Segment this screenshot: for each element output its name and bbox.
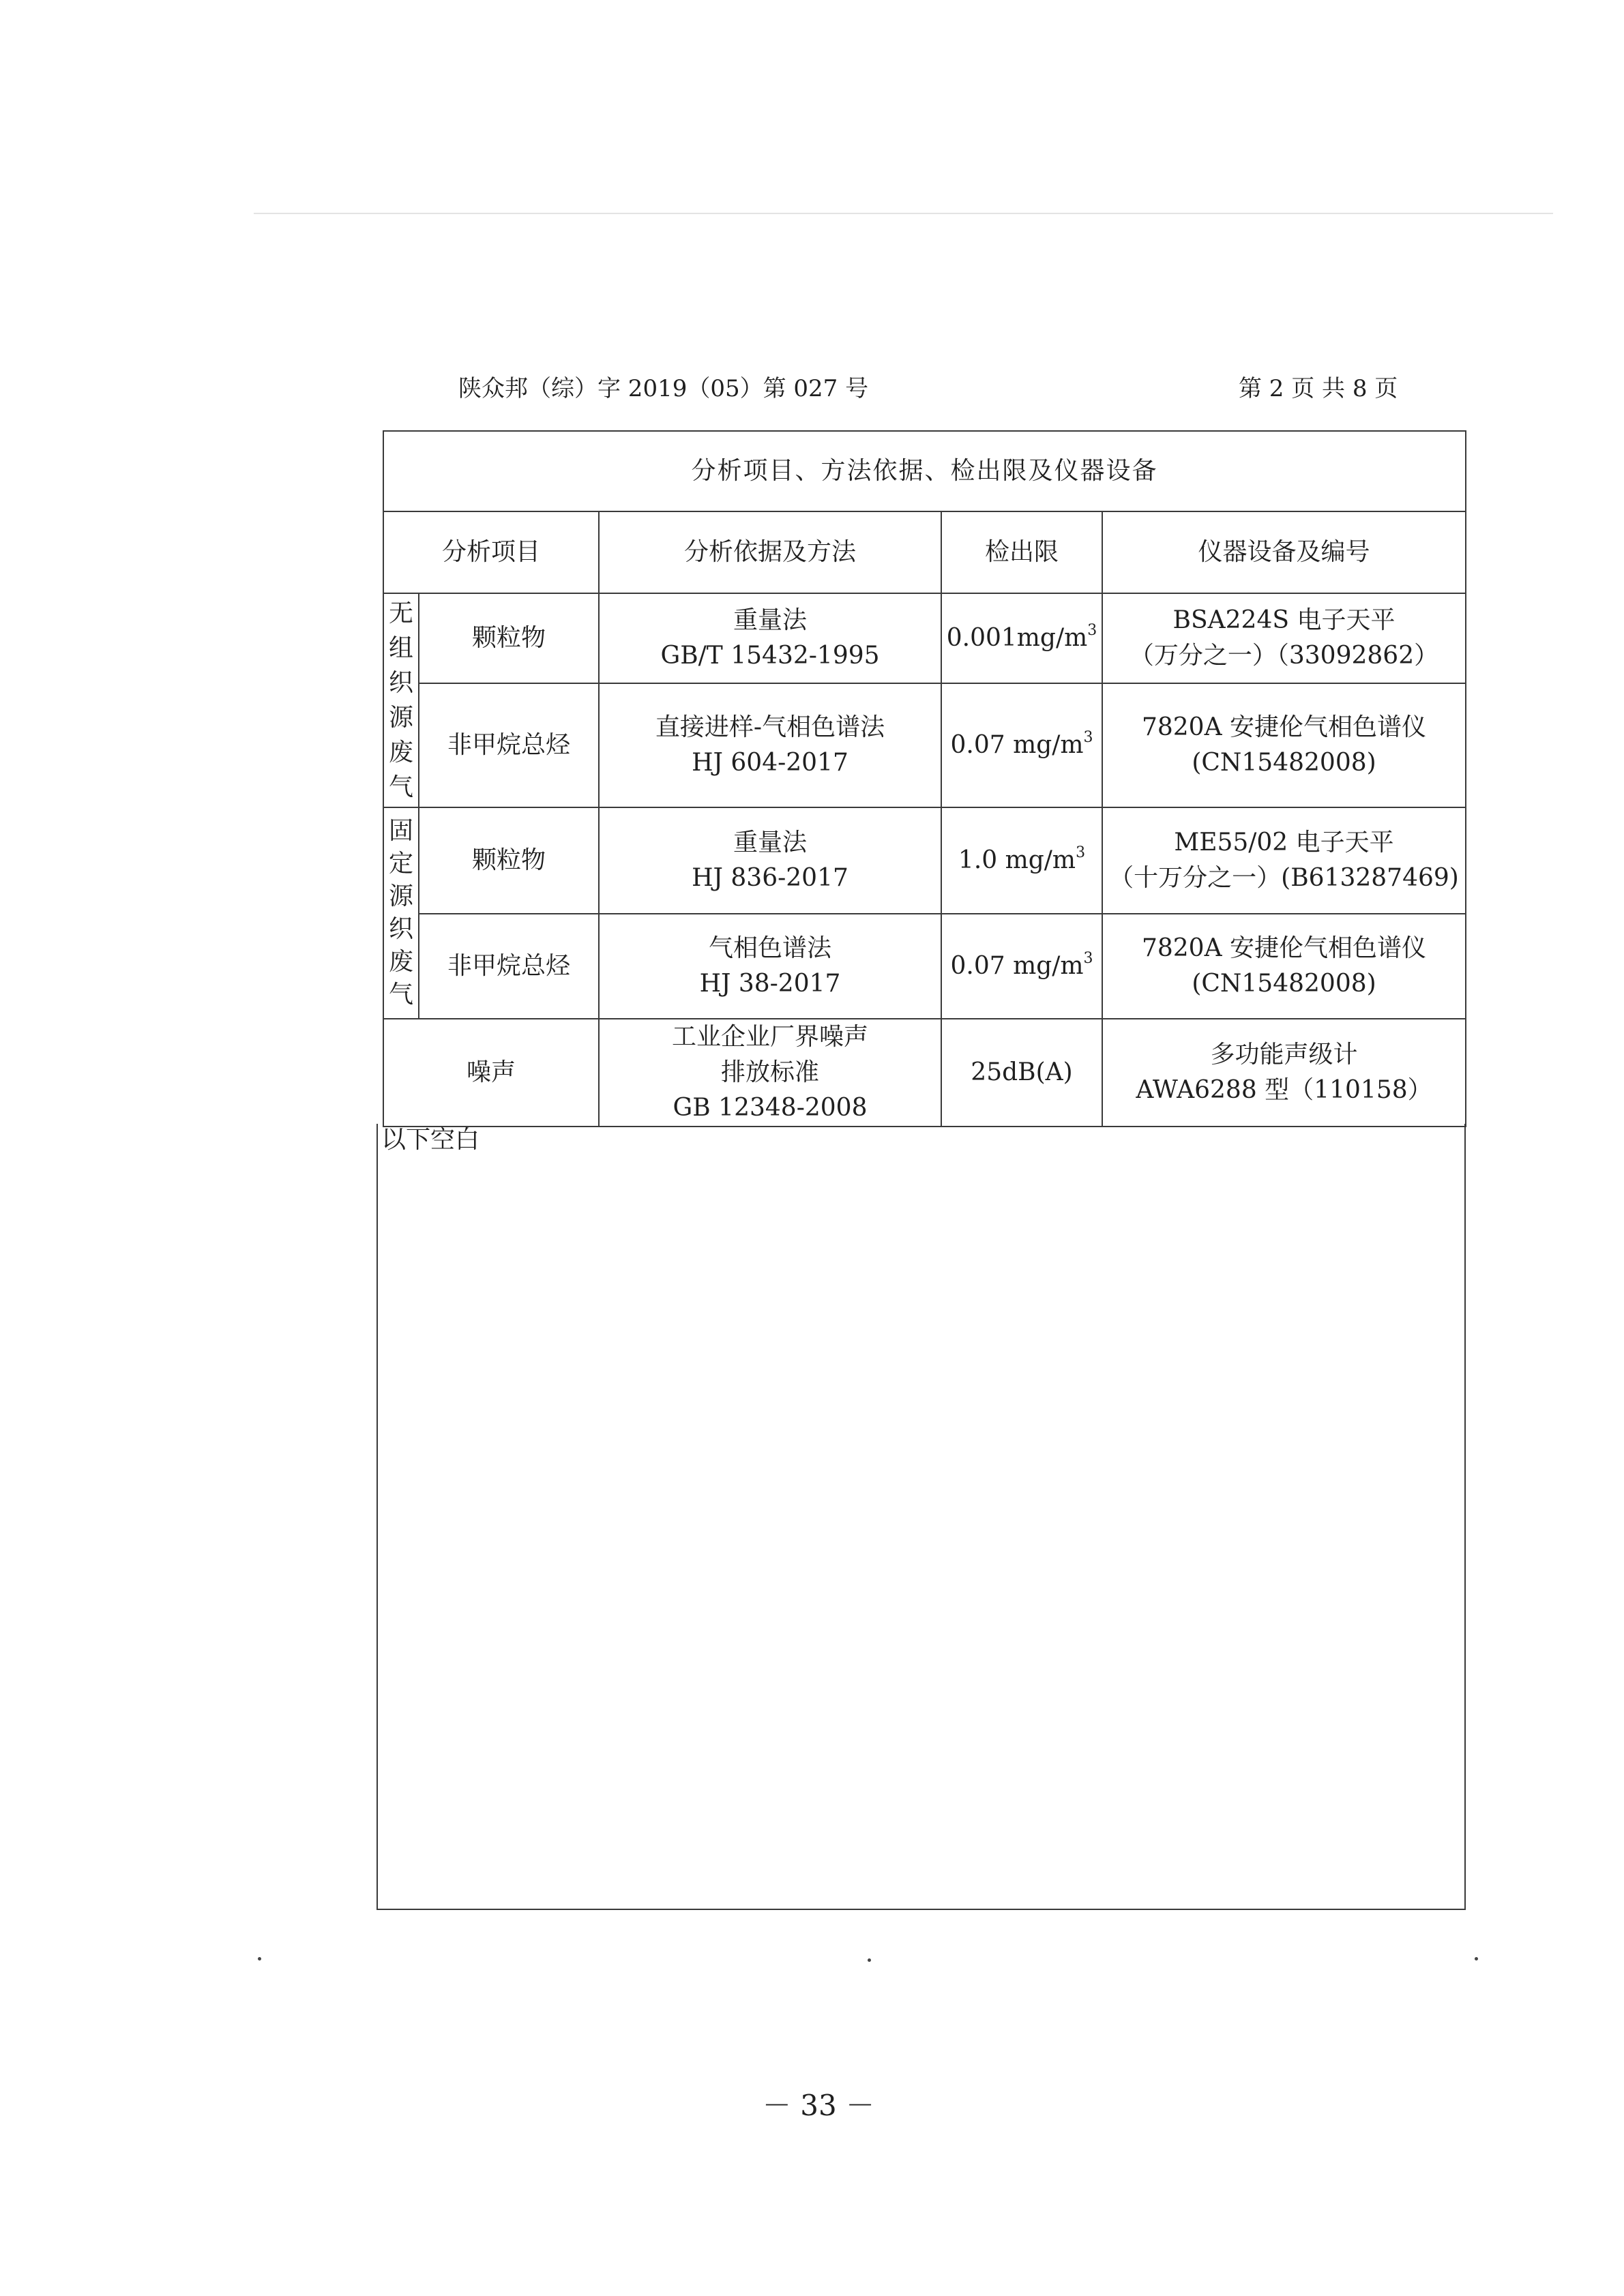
method-line: HJ 836-2017 bbox=[692, 864, 848, 892]
method-line: 气相色谱法 bbox=[708, 934, 831, 962]
column-header-item: 分析项目 bbox=[383, 511, 599, 593]
limit-value: 0.07 mg/m bbox=[950, 952, 1084, 980]
limit-superscript: 3 bbox=[1076, 844, 1086, 861]
table-header-row bbox=[383, 511, 1466, 593]
table-title: 分析项目、方法依据、检出限及仪器设备 bbox=[383, 431, 1466, 511]
equipment-line: ME55/02 电子天平 bbox=[1174, 829, 1394, 856]
item-cell: 非甲烷总烃 bbox=[419, 683, 599, 807]
scan-speck bbox=[1475, 1957, 1478, 1960]
page-number: － 33 － bbox=[762, 2089, 875, 2122]
item-cell: 噪声 bbox=[383, 1019, 599, 1127]
limit-value: 0.07 mg/m bbox=[950, 731, 1084, 759]
method-line: HJ 38-2017 bbox=[699, 970, 841, 998]
equipment-cell bbox=[1102, 1019, 1466, 1127]
method-cell bbox=[599, 807, 941, 914]
limit-cell bbox=[941, 683, 1102, 807]
equipment-line: 7820A 安捷伦气相色谱仪 bbox=[1141, 713, 1427, 741]
table-row bbox=[383, 1019, 1466, 1127]
blank-note: 以下空白 bbox=[381, 1126, 480, 1154]
limit-value: 1.0 mg/m bbox=[958, 846, 1076, 874]
document-number: 陕众邦（综）字 2019（05）第 027 号 bbox=[458, 375, 869, 402]
item-cell: 颗粒物 bbox=[419, 593, 599, 683]
column-header-limit: 检出限 bbox=[941, 511, 1102, 593]
page-indicator: 第 2 页 共 8 页 bbox=[1239, 375, 1398, 402]
table-row bbox=[383, 807, 1466, 914]
method-line: GB 12348-2008 bbox=[673, 1094, 868, 1122]
table-row bbox=[383, 914, 1466, 1019]
method-line: GB/T 15432-1995 bbox=[660, 642, 880, 670]
scan-speck bbox=[868, 1958, 871, 1962]
limit-cell bbox=[941, 593, 1102, 683]
equipment-line: BSA224S 电子天平 bbox=[1172, 606, 1396, 634]
equipment-cell bbox=[1102, 683, 1466, 807]
method-cell bbox=[599, 1019, 941, 1127]
item-cell: 颗粒物 bbox=[419, 807, 599, 914]
column-header-method: 分析依据及方法 bbox=[599, 511, 941, 593]
equipment-line: （十万分之一）(B613287469) bbox=[1109, 864, 1459, 892]
category-label: 固定源织废气 bbox=[388, 817, 413, 1009]
equipment-cell bbox=[1102, 593, 1466, 683]
table-row bbox=[383, 683, 1466, 807]
limit-cell bbox=[941, 914, 1102, 1019]
blank-area bbox=[377, 1124, 1466, 1910]
table-row bbox=[383, 593, 1466, 683]
method-line: 工业企业厂界噪声 bbox=[671, 1023, 868, 1051]
item-cell: 非甲烷总烃 bbox=[419, 914, 599, 1019]
equipment-line: (CN15482008) bbox=[1192, 749, 1376, 777]
method-line: 重量法 bbox=[733, 606, 807, 634]
equipment-line: （万分之一）（33092862） bbox=[1129, 642, 1439, 670]
limit-superscript: 3 bbox=[1083, 729, 1093, 746]
analysis-table bbox=[383, 430, 1466, 1127]
method-line: 重量法 bbox=[733, 829, 807, 856]
category-cell bbox=[383, 807, 419, 1019]
equipment-line: AWA6288 型（110158） bbox=[1136, 1076, 1432, 1104]
method-line: HJ 604-2017 bbox=[692, 749, 848, 777]
equipment-line: (CN15482008) bbox=[1192, 970, 1376, 998]
column-header-equipment: 仪器设备及编号 bbox=[1102, 511, 1466, 593]
limit-cell: 25dB(A) bbox=[941, 1019, 1102, 1127]
method-line: 直接进样-气相色谱法 bbox=[655, 713, 885, 741]
scan-edge-line bbox=[254, 213, 1553, 214]
scan-speck bbox=[258, 1957, 261, 1960]
limit-superscript: 3 bbox=[1087, 622, 1097, 639]
method-cell bbox=[599, 593, 941, 683]
limit-superscript: 3 bbox=[1083, 950, 1093, 967]
category-cell bbox=[383, 593, 419, 807]
equipment-line: 7820A 安捷伦气相色谱仪 bbox=[1141, 934, 1427, 962]
method-cell bbox=[599, 914, 941, 1019]
method-cell bbox=[599, 683, 941, 807]
category-label: 无组织源废气 bbox=[388, 599, 413, 801]
limit-cell bbox=[941, 807, 1102, 914]
equipment-line: 多功能声级计 bbox=[1210, 1041, 1358, 1069]
method-line: 排放标准 bbox=[720, 1058, 819, 1086]
limit-value: 0.001mg/m bbox=[946, 624, 1088, 652]
equipment-cell bbox=[1102, 914, 1466, 1019]
equipment-cell bbox=[1102, 807, 1466, 914]
